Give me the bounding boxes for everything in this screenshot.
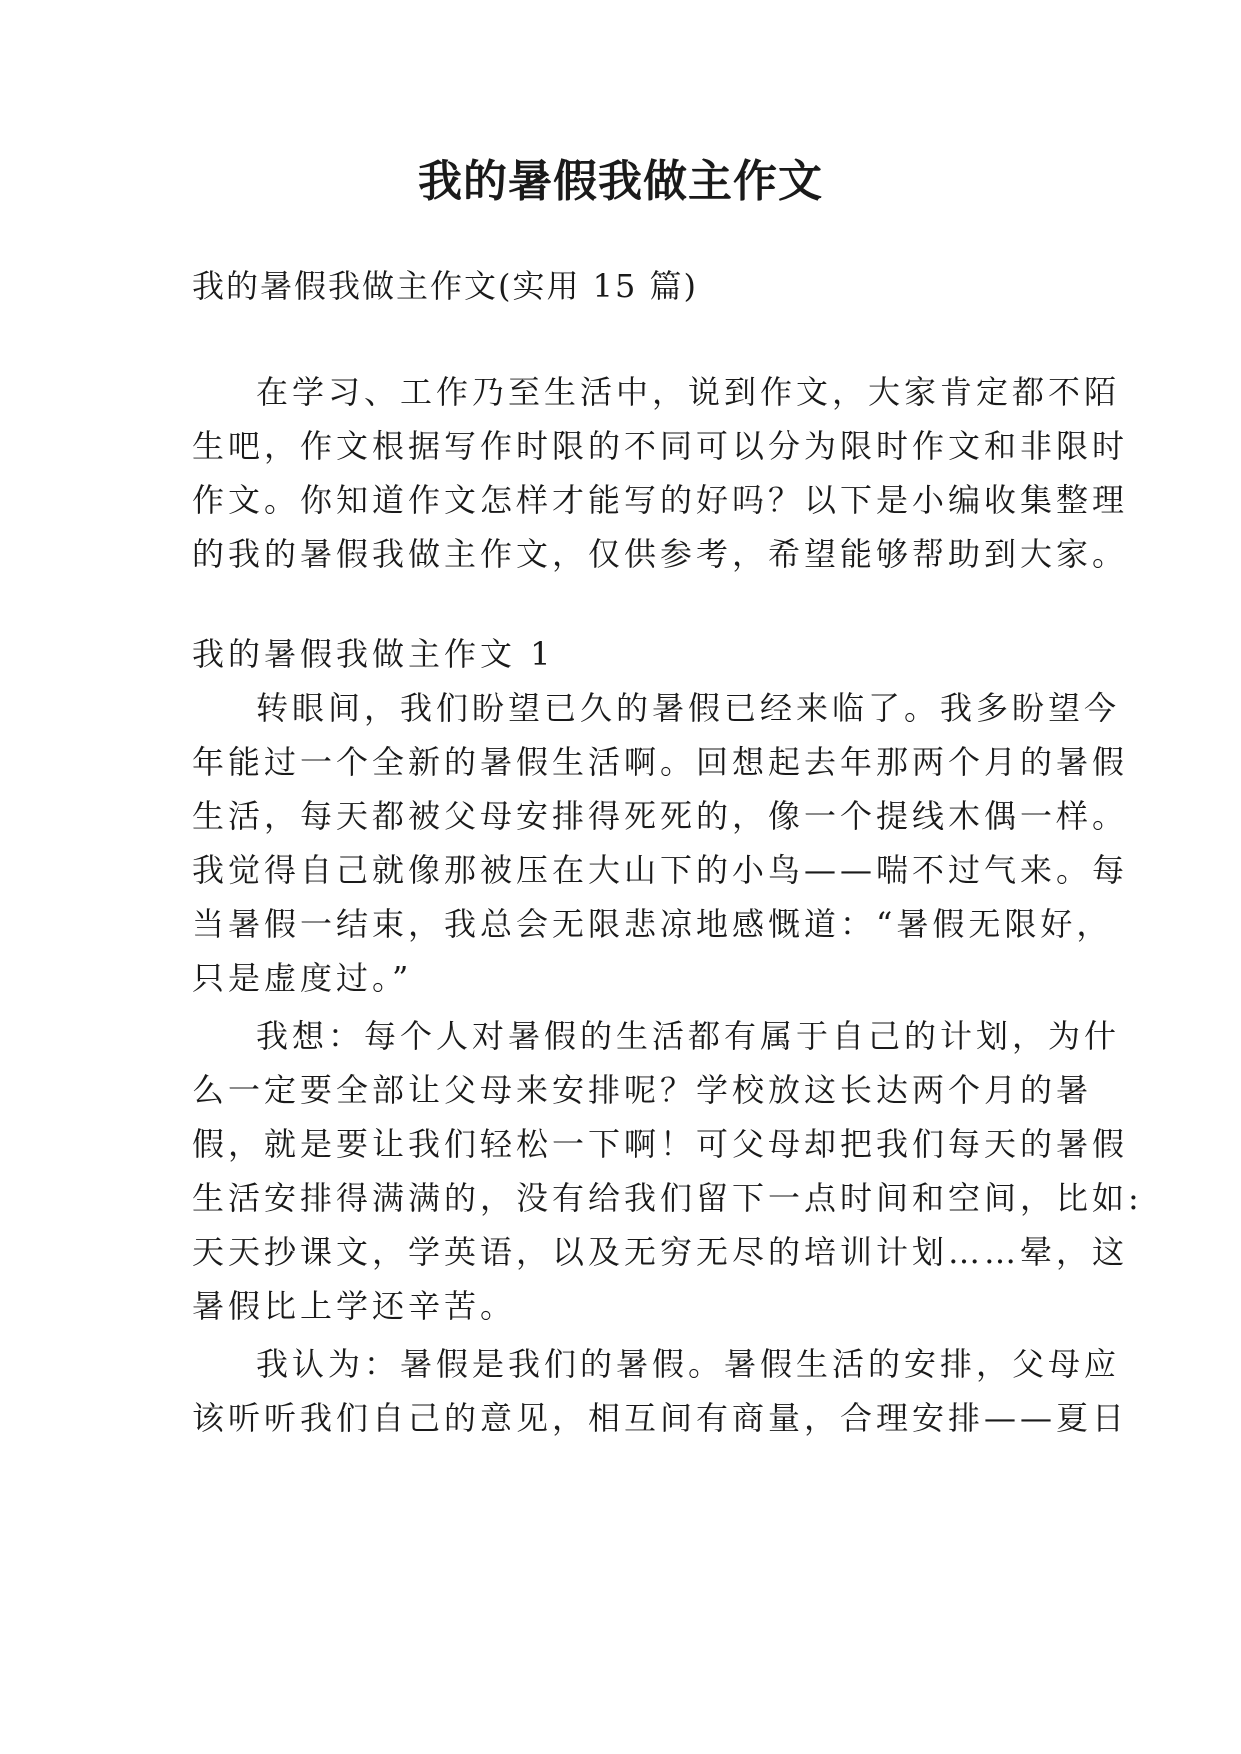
paragraph-line: 么一定要全部让父母来安排呢？学校放这长达两个月的暑 [192, 1071, 1093, 1109]
paragraph-line: 转眼间，我们盼望已久的暑假已经来临了。我多盼望今 [256, 689, 1121, 727]
paragraph-line: 当暑假一结束，我总会无限悲凉地感慨道：“暑假无限好， [192, 905, 1113, 943]
document-subtitle: 我的暑假我做主作文(实用 15 篇) [192, 267, 699, 305]
paragraph-line: 年能过一个全新的暑假生活啊。回想起去年那两个月的暑假 [192, 743, 1129, 781]
paragraph-line: 生活安排得满满的，没有给我们留下一点时间和空间，比如: [192, 1179, 1143, 1217]
paragraph-line: 在学习、工作乃至生活中，说到作文，大家肯定都不陌 [256, 373, 1121, 411]
paragraph-line: 我想：每个人对暑假的生活都有属于自己的计划，为什 [256, 1017, 1121, 1055]
paragraph-line: 作文。你知道作文怎样才能写的好吗？以下是小编收集整理 [192, 481, 1129, 519]
paragraph-line: 暑假比上学还辛苦。 [192, 1287, 517, 1325]
paragraph-line: 生吧，作文根据写作时限的不同可以分为限时作文和非限时 [192, 427, 1129, 465]
section-heading: 我的暑假我做主作文 1 [192, 635, 555, 673]
paragraph-line: 生活，每天都被父母安排得死死的，像一个提线木偶一样。 [192, 797, 1129, 835]
paragraph-line: 的我的暑假我做主作文，仅供参考，希望能够帮助到大家。 [192, 535, 1129, 573]
paragraph-line: 只是虚度过。” [192, 959, 413, 997]
paragraph-line: 天天抄课文，学英语，以及无穷无尽的培训计划……晕，这 [192, 1233, 1129, 1271]
paragraph-line: 该听听我们自己的意见，相互间有商量，合理安排——夏日 [192, 1399, 1129, 1437]
paragraph-line: 我认为：暑假是我们的暑假。暑假生活的安排，父母应 [256, 1345, 1121, 1383]
paragraph-line: 我觉得自己就像那被压在大山下的小鸟——喘不过气来。每 [192, 851, 1129, 889]
paragraph-line: 假，就是要让我们轻松一下啊！可父母却把我们每天的暑假 [192, 1125, 1129, 1163]
document-title: 我的暑假我做主作文 [418, 156, 823, 207]
